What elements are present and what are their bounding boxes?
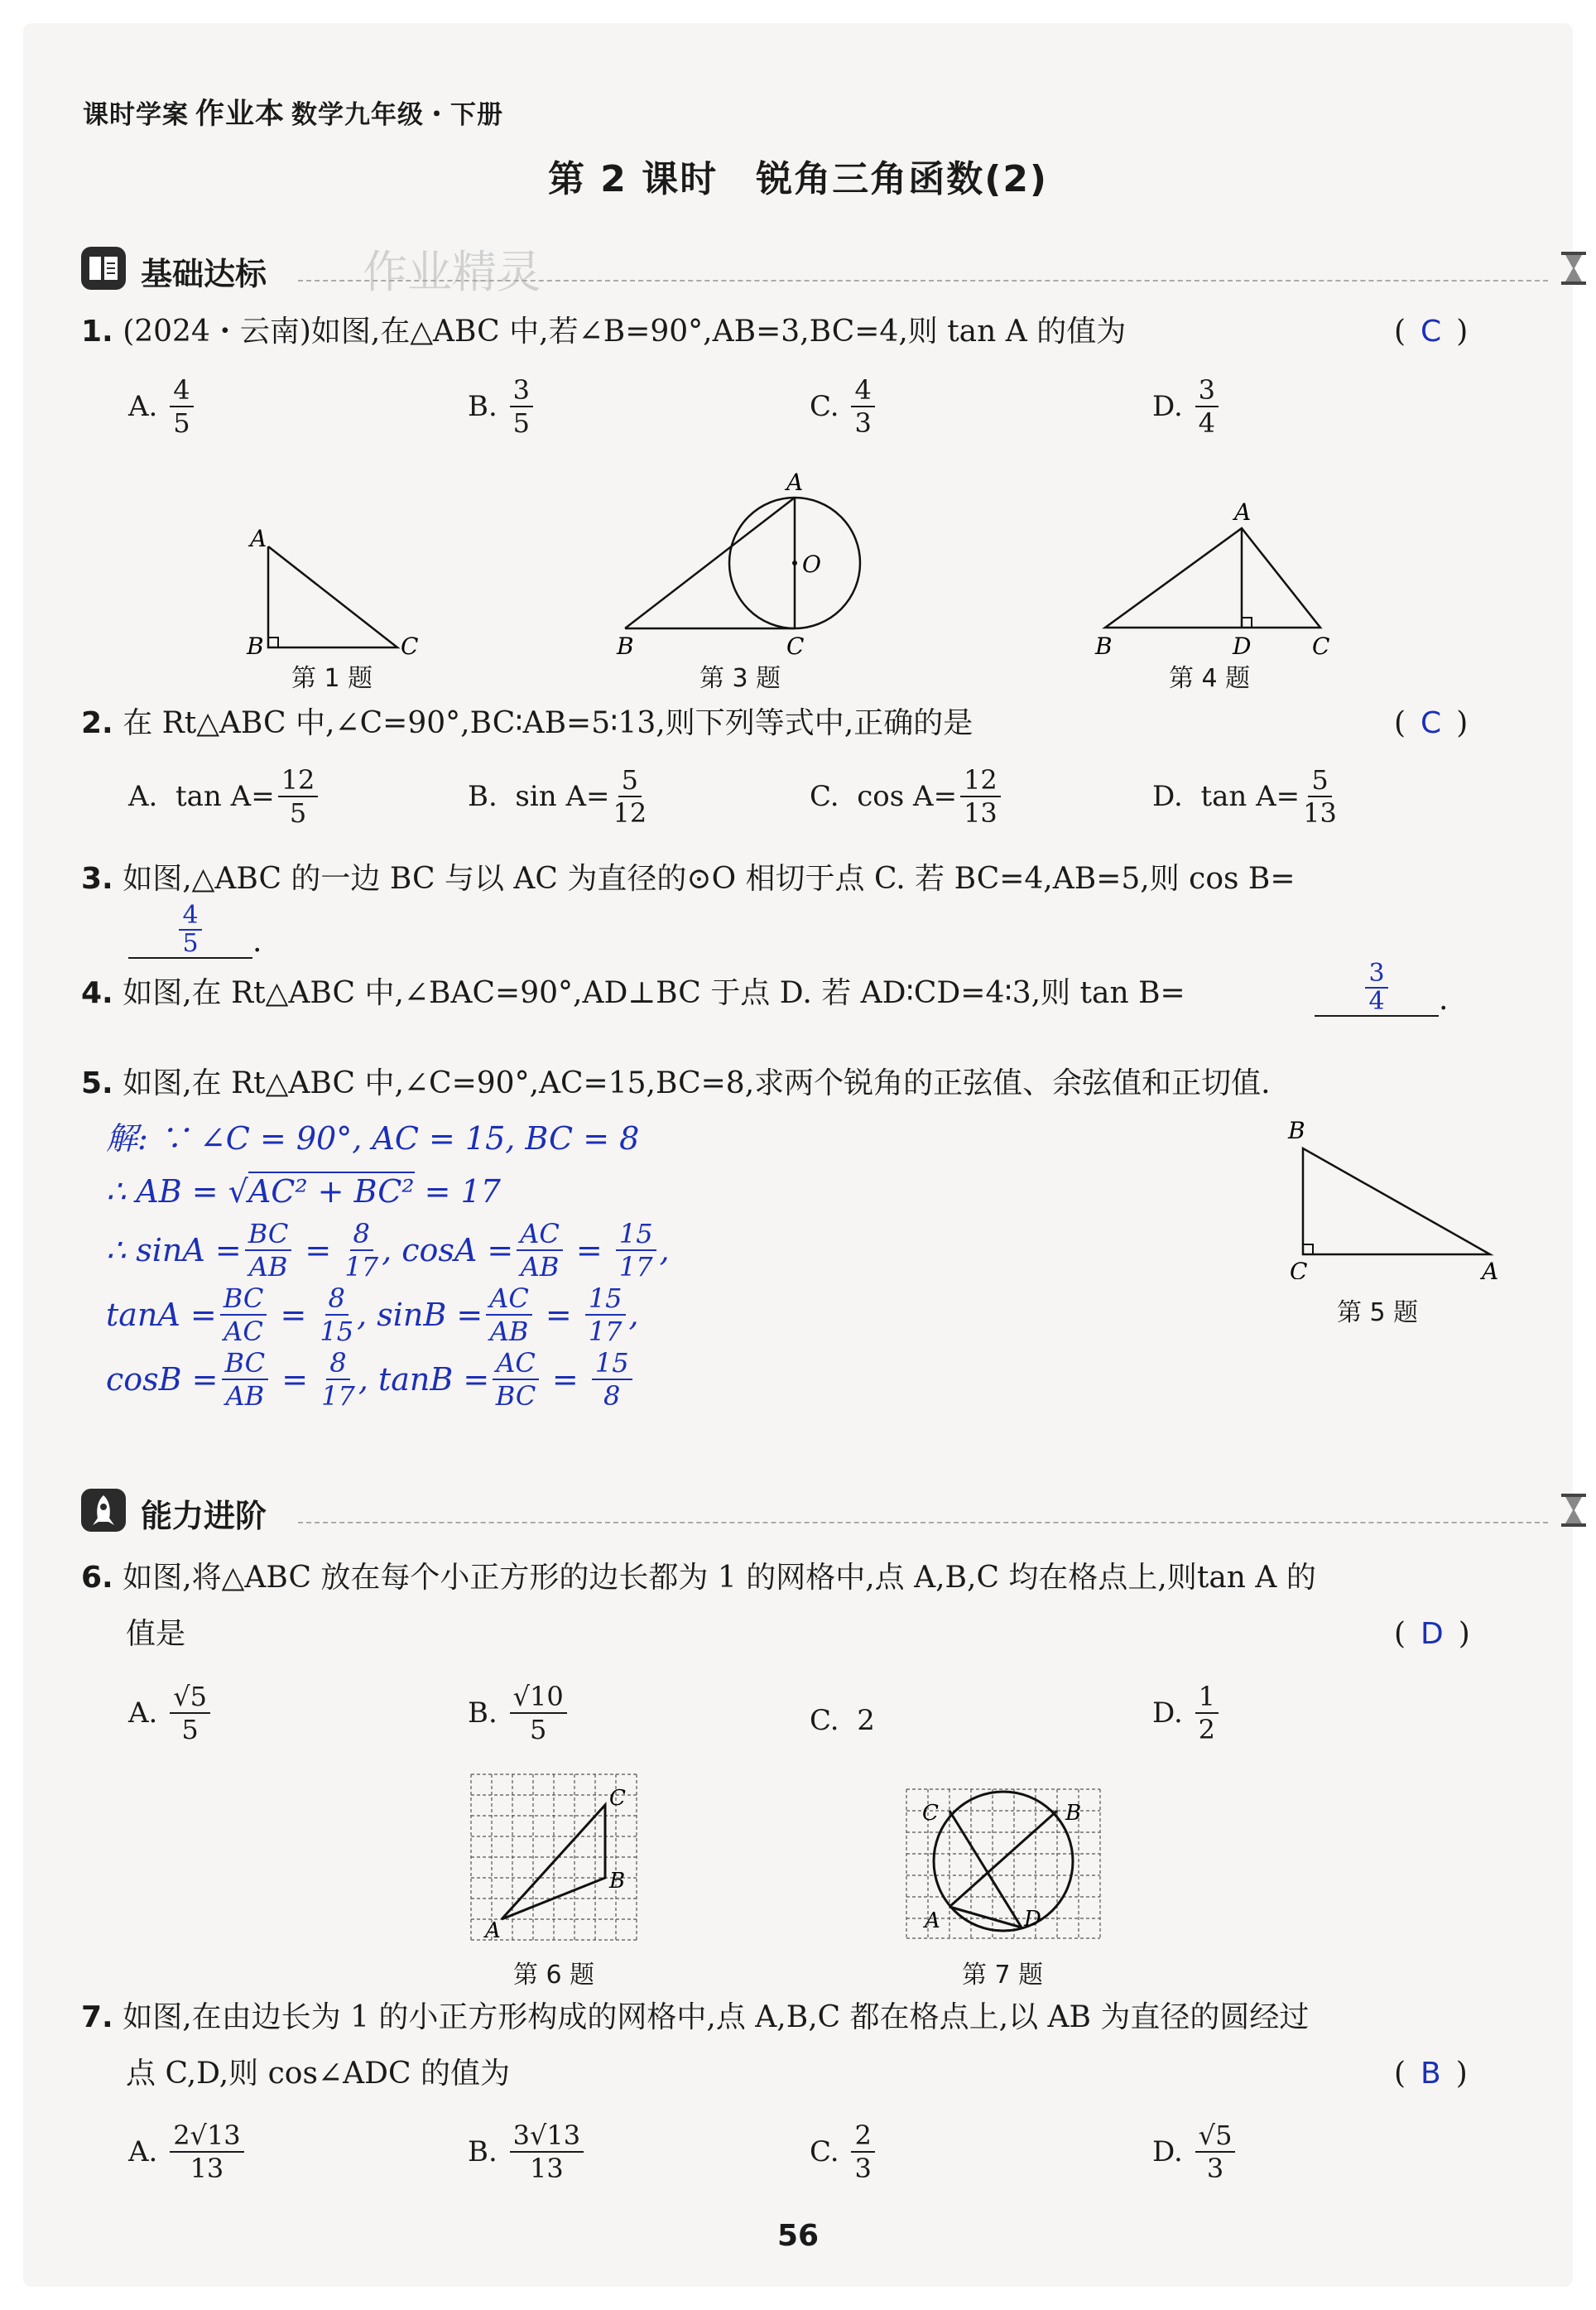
answer-1: ( C ) bbox=[1394, 315, 1469, 349]
figure-7 bbox=[904, 1787, 1103, 1944]
answer-4: $\frac{3}{4}$ . bbox=[1315, 960, 1448, 1017]
figure-4 bbox=[1089, 497, 1353, 662]
svg-text:A: A bbox=[250, 525, 267, 552]
book-icon bbox=[81, 247, 126, 290]
answer-6: ( D ) bbox=[1394, 1617, 1470, 1651]
svg-text:C: C bbox=[1290, 1258, 1308, 1279]
section-divider bbox=[298, 1522, 1548, 1523]
question-2: 2. 在 Rt△ABC 中,∠C=90°,BC∶AB=5∶13,则下列等式中,正确的是 bbox=[81, 706, 973, 740]
section-basic-label: 基础达标 bbox=[141, 256, 267, 292]
q6-option-b: B. $\frac{√10}{5}$ bbox=[468, 1681, 570, 1745]
page-title: 第 2 课时 锐角三角函数(2) bbox=[547, 158, 1049, 200]
solution-5: 解: ∵ ∠C = 90°, AC = 15, BC = 8 ∴ AB = √AC² + BC² = 17 ∴ sinA = $\frac{BC}{AB}$ = $\frac{8}{17}$ , cosA = $\frac{AC}{AB}$ = $\frac{15}{17}$ , tanA = $\frac{BC}{AC}$ = $\frac{8}{15}$ , sinB = $\frac{AC}{AB}$ = $\frac{15}{17}$ , cosB = $\frac{BC}{AB}$ = $\frac{8}{17}$ , tanB = $\frac{AC}{BC}$ = $\frac{15}{8}$ bbox=[106, 1120, 670, 1412]
svg-text:A: A bbox=[786, 469, 804, 496]
question-6-line2: 值是 bbox=[126, 1617, 186, 1651]
svg-text:A: A bbox=[1482, 1258, 1499, 1279]
figure-1 bbox=[240, 522, 439, 662]
section-advanced-label: 能力进阶 bbox=[141, 1498, 267, 1534]
q7-option-b: B. $\frac{3√13}{13}$ bbox=[468, 2120, 587, 2184]
svg-text:B: B bbox=[609, 1869, 626, 1894]
answer-7: ( B ) bbox=[1394, 2057, 1468, 2091]
question-4: 4. 如图,在 Rt△ABC 中,∠BAC=90°,AD⊥BC 于点 D. 若 AD∶CD=4∶3,则 tan B= bbox=[81, 976, 1185, 1010]
svg-text:D: D bbox=[1233, 633, 1252, 660]
svg-text:A: A bbox=[925, 1908, 940, 1933]
q7-option-c: C. $\frac{2}{3}$ bbox=[810, 2120, 878, 2184]
svg-text:A: A bbox=[1234, 498, 1252, 526]
figure-5-caption: 第 5 题 bbox=[1337, 1298, 1419, 1327]
svg-text:D: D bbox=[1024, 1907, 1041, 1932]
question-5: 5. 如图,在 Rt△ABC 中,∠C=90°,AC=15,BC=8,求两个锐角的正弦值、余弦值和正切值. bbox=[81, 1066, 1271, 1100]
book-header: 课时学案 作业本 数学九年级・下册 bbox=[83, 98, 504, 131]
q6-option-c: C. 2 bbox=[810, 1704, 875, 1737]
q7-option-a: A. $\frac{2√13}{13}$ bbox=[128, 2120, 248, 2184]
figure-3 bbox=[608, 464, 873, 662]
question-7: 7. 如图,在由边长为 1 的小正方形构成的网格中,点 A,B,C 都在格点上,以 AB 为直径的圆经过 bbox=[81, 2000, 1310, 2034]
section-basic-header bbox=[81, 243, 1596, 298]
q6-option-d: D. $\frac{1}{2}$ bbox=[1152, 1681, 1222, 1745]
question-7-line2: 点 C,D,则 cos∠ADC 的值为 bbox=[126, 2057, 510, 2091]
figure-3-caption: 第 3 题 bbox=[699, 664, 781, 693]
figure-1-caption: 第 1 题 bbox=[291, 664, 373, 693]
q1-option-c: C. $\frac{4}{3}$ bbox=[810, 374, 878, 439]
q7-option-d: D. $\frac{√5}{3}$ bbox=[1152, 2120, 1238, 2184]
q2-option-a: A. tan A= $\frac{12}{5}$ bbox=[128, 764, 321, 829]
q2-option-c: C. cos A= $\frac{12}{13}$ bbox=[810, 764, 1004, 829]
svg-text:B: B bbox=[617, 633, 634, 660]
svg-text:B: B bbox=[1095, 633, 1113, 660]
answer-2: ( C ) bbox=[1394, 706, 1469, 740]
rocket-icon bbox=[81, 1489, 126, 1532]
figure-4-caption: 第 4 题 bbox=[1169, 664, 1251, 693]
hourglass-icon bbox=[1556, 250, 1589, 286]
q2-option-b: B. sin A= $\frac{5}{12}$ bbox=[468, 764, 647, 829]
section-advanced-header bbox=[81, 1485, 1596, 1535]
figure-6-caption: 第 6 题 bbox=[513, 1961, 595, 1990]
question-1: 1. (2024・云南)如图,在△ABC 中,若∠B=90°,AB=3,BC=4,则 tan A 的值为 bbox=[81, 315, 1127, 349]
figure-7-caption: 第 7 题 bbox=[962, 1961, 1044, 1990]
q1-option-b: B. $\frac{3}{5}$ bbox=[468, 374, 536, 439]
watermark: 作业精灵 bbox=[363, 246, 541, 298]
svg-text:B: B bbox=[247, 633, 264, 660]
page-number: 56 bbox=[776, 2219, 820, 2253]
figure-5 bbox=[1275, 1114, 1515, 1279]
svg-text:C: C bbox=[922, 1801, 939, 1826]
figure-6 bbox=[469, 1772, 644, 1947]
svg-text:C: C bbox=[401, 633, 419, 660]
svg-text:B: B bbox=[1065, 1801, 1082, 1826]
svg-text:C: C bbox=[786, 633, 805, 660]
svg-text:B: B bbox=[1288, 1117, 1305, 1144]
hourglass-icon bbox=[1556, 1492, 1589, 1528]
svg-text:A: A bbox=[485, 1918, 501, 1943]
svg-text:C: C bbox=[609, 1786, 626, 1811]
svg-text:C: C bbox=[1312, 633, 1330, 660]
question-3: 3. 如图,△ABC 的一边 BC 与以 AC 为直径的⊙O 相切于点 C. 若 BC=4,AB=5,则 cos B= bbox=[81, 862, 1296, 896]
svg-text:O: O bbox=[802, 551, 821, 578]
q2-option-d: D. tan A= $\frac{5}{13}$ bbox=[1152, 764, 1337, 829]
section-divider bbox=[298, 280, 1548, 282]
question-6: 6. 如图,将△ABC 放在每个小正方形的边长都为 1 的网格中,点 A,B,C 均在格点上,则tan A 的 bbox=[81, 1561, 1316, 1595]
q6-option-a: A. $\frac{√5}{5}$ bbox=[128, 1681, 214, 1745]
q1-option-d: D. $\frac{3}{4}$ bbox=[1152, 374, 1222, 439]
answer-3: $\frac{4}{5}$ . bbox=[128, 902, 262, 959]
q1-option-a: A. $\frac{4}{5}$ bbox=[128, 374, 197, 439]
